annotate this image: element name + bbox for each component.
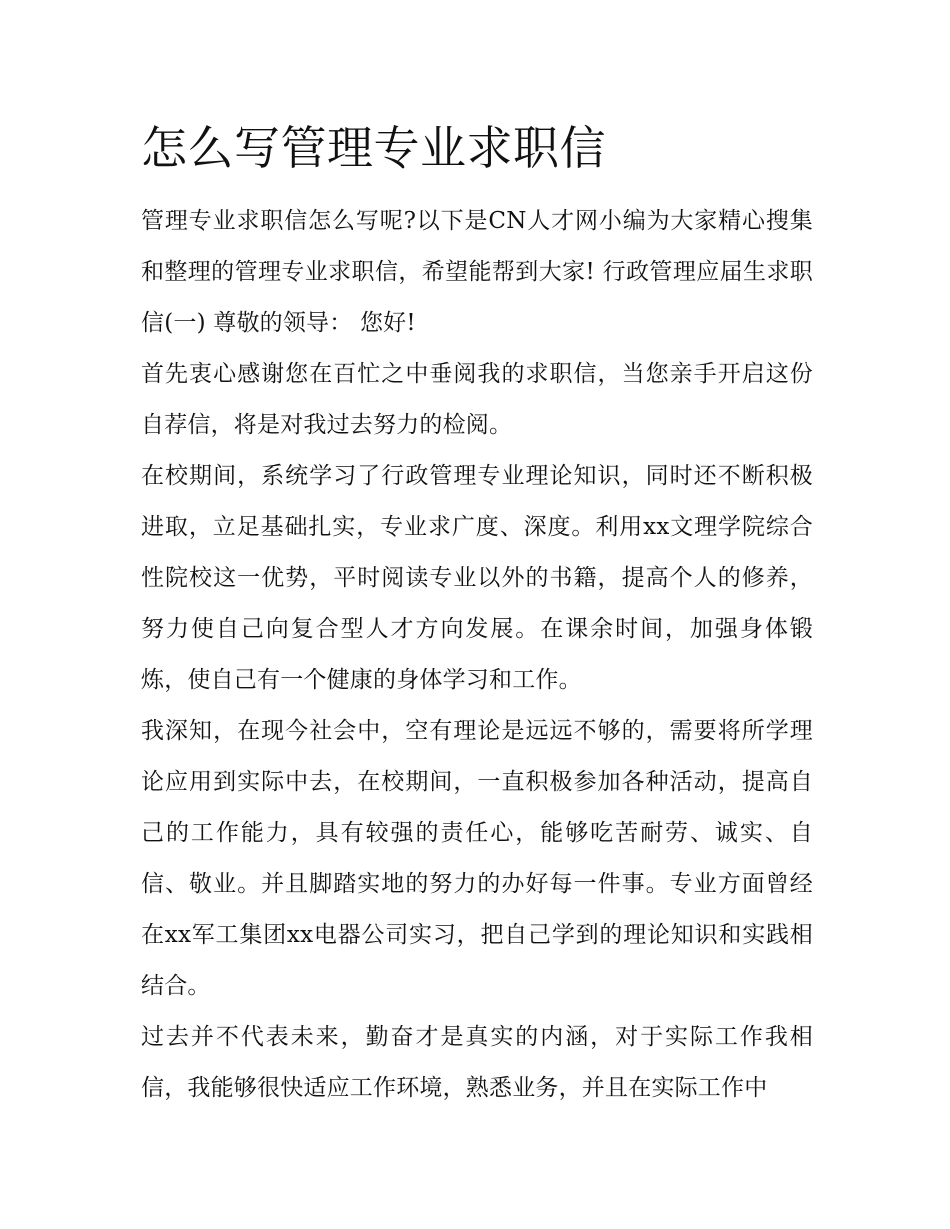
paragraph-intro: 管理专业求职信怎么写呢?以下是CN人才网小编为大家精心搜集和整理的管理专业求职信，希望能帮到大家! 行政管理应届生求职信(一) 尊敬的领导： 您好!	[141, 208, 813, 336]
paragraph-future: 过去并不代表未来，勤奋才是真实的内涵，对于实际工作我相信，我能够很快适应工作环境，熟悉业务，并且在实际工作中	[141, 1024, 813, 1101]
document-body	[141, 110, 813, 1114]
paragraph-study: 在校期间，系统学习了行政管理专业理论知识，同时还不断积极进取，立足基础扎实，专业求广度、深度。利用xx文理学院综合性院校这一优势，平时阅读专业以外的书籍，提高个人的修养，努力使自己向复合型人才方向发展。在课余时间，加强身体锻炼，使自己有一个健康的身体学习和工作。	[141, 463, 813, 693]
document-title: 怎么写管理专业求职信	[141, 121, 606, 175]
paragraph-gratitude: 首先衷心感谢您在百忙之中垂阅我的求职信，当您亲手开启这份自荐信，将是对我过去努力的检阅。	[141, 361, 813, 438]
paragraph-practice: 我深知，在现今社会中，空有理论是远远不够的，需要将所学理论应用到实际中去，在校期间，一直积极参加各种活动，提高自己的工作能力，具有较强的责任心，能够吃苦耐劳、诚实、自信、敬业。并且脚踏实地的努力的办好每一件事。专业方面曾经在xx军工集团xx电器公司实习，把自己学到的理论知识和实践相结合。	[141, 718, 813, 999]
